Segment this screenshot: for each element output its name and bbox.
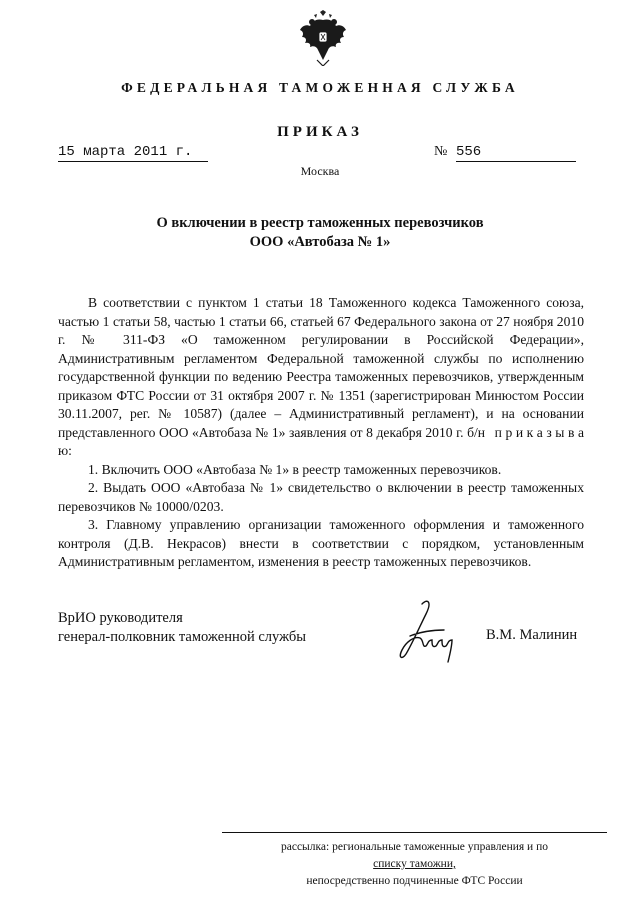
signer-position-line-2: генерал-полковник таможенной службы — [58, 629, 307, 645]
preamble-text: В соответствии с пунктом 1 статьи 18 Таможенного кодекса Таможенного союза, частью 1 статьи 58, частью 1 статьи 66, статьей 67 Федерального закона от 27 ноября 2010 г. № 311-ФЗ «О таможенном регулировании в Российской Федерации», Административным регламентом Федеральной таможенной службы по исполнению государственной функции по ведению Реестра таможенных перевозчиков, утвержденным приказом ФТС России от 31 октября 2007 г. № 1351 (зарегистрирован Минюстом России 30.11.2007, рег. № 10587) (далее – Административный регламент), и на основании представленного ООО «Автобаза № 1» заявления от 8 декабря 2010 г. б/н — [58, 295, 584, 440]
order-title — [0, 214, 640, 252]
order-date: 15 марта 2011 г. — [58, 144, 208, 162]
organization-name: ФЕДЕРАЛЬНАЯ ТАМОЖЕННАЯ СЛУЖБА — [121, 80, 519, 95]
order-city: Москва — [300, 164, 340, 178]
signer-name: В.М. Малинин — [486, 627, 578, 643]
order-body — [58, 294, 584, 572]
handwritten-signature-icon — [392, 596, 468, 666]
double-headed-eagle-emblem-icon — [298, 10, 348, 66]
document-type: ПРИКАЗ — [277, 124, 363, 140]
order-number: 556 — [456, 144, 576, 162]
order-item-1: 1. Включить ООО «Автобаза № 1» в реестр таможенных перевозчиков. — [88, 461, 502, 477]
signer-position — [58, 609, 306, 647]
distribution-line-1 — [222, 839, 607, 873]
order-item-2: 2. Выдать ООО «Автобаза № 1» свидетельство о включении в реестр таможенных перевозчиков № 10000/0203. — [58, 480, 584, 514]
order-item-3: 3. Главному управлению организации таможенного оформления и таможенного контроля (Д.В. Некрасов) внести в соответствии с порядком, установленным Административным регламентом, изменения в реестр таможенных перевозчиков. — [58, 517, 584, 569]
distribution-list — [222, 839, 607, 890]
distribution-line-2: непосредственно подчиненные ФТС России — [306, 875, 523, 887]
order-title-line-1: О включении в реестр таможенных перевозчиков — [156, 215, 484, 231]
distribution-divider — [222, 832, 607, 833]
order-word: п р и к а з ы в а ю: — [58, 424, 584, 458]
preamble-paragraph — [58, 294, 584, 461]
order-title-line-2: ООО «Автобаза № 1» — [249, 234, 391, 250]
distribution-link[interactable]: списку таможни, — [373, 858, 456, 870]
distribution-prefix: рассылка: региональные таможенные управления и по — [280, 841, 548, 853]
signer-position-line-1: ВрИО руководителя — [58, 610, 183, 626]
order-number-label: № — [434, 144, 448, 159]
